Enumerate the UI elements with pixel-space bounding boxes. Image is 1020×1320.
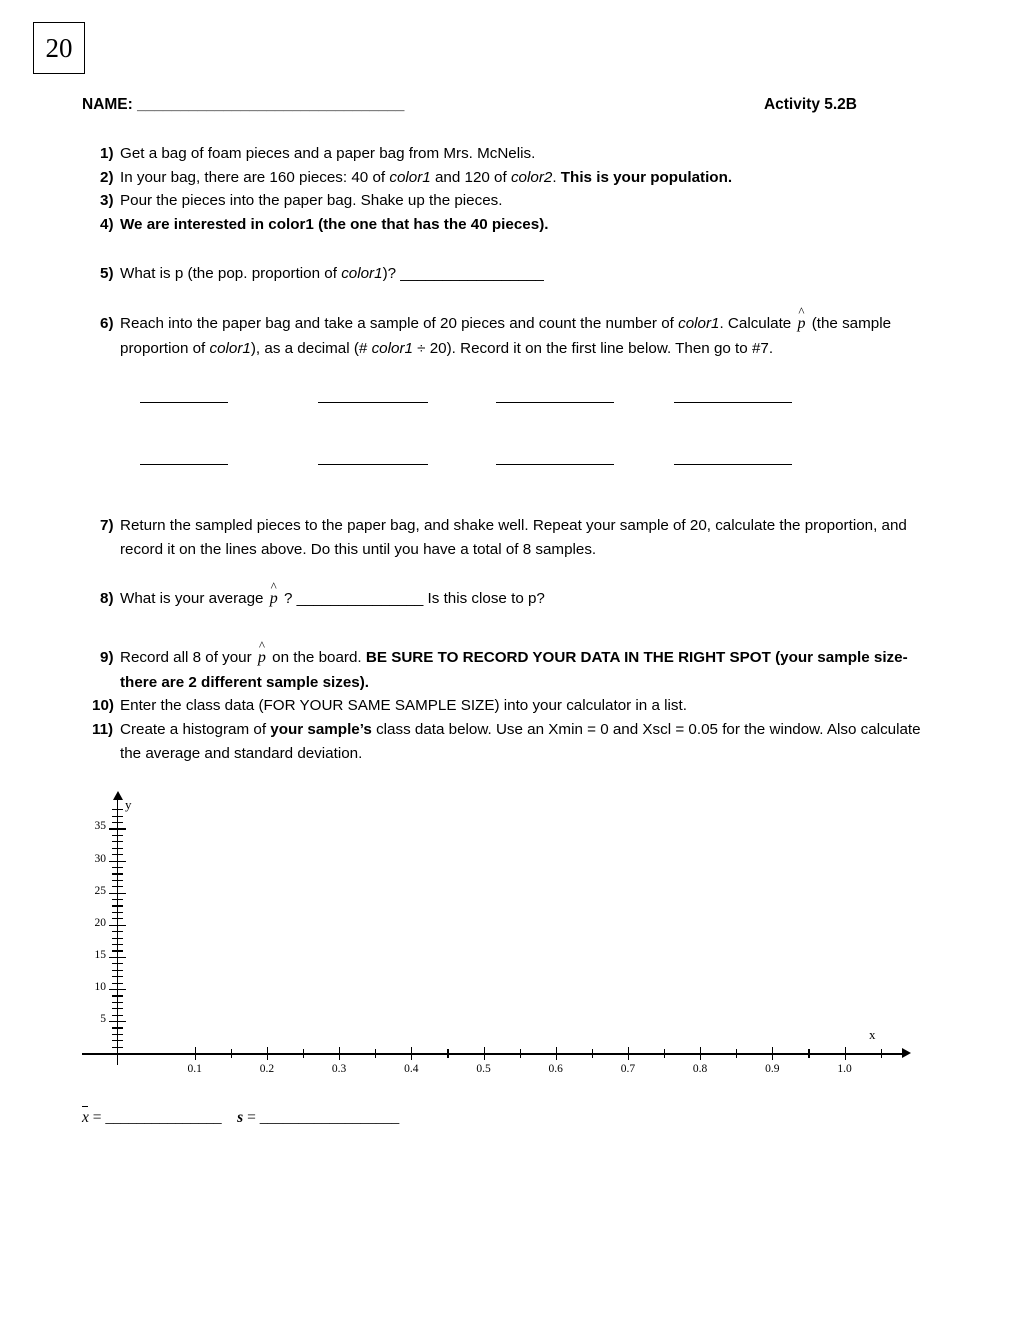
y-tick-minor xyxy=(112,1047,123,1048)
x-bar-symbol: x xyxy=(82,1109,89,1127)
x-tick-major xyxy=(267,1047,268,1060)
answer-line[interactable] xyxy=(140,401,228,403)
x-axis-arrow xyxy=(902,1048,911,1058)
y-tick-minor xyxy=(112,976,123,977)
list-item-text: Pour the pieces into the paper bag. Shake up the pieces. xyxy=(120,192,503,210)
x-tick-label: 0.8 xyxy=(692,1063,708,1076)
activity-title: Activity 5.2B xyxy=(763,96,857,113)
answer-line[interactable] xyxy=(140,463,228,465)
list-item-number: 10) xyxy=(92,697,114,715)
y-tick-label: 25 xyxy=(94,884,106,897)
y-tick-minor xyxy=(112,1034,123,1035)
s-blank[interactable]: __________________ xyxy=(259,1109,400,1127)
answer-slot[interactable] xyxy=(674,452,852,470)
x-tick-minor xyxy=(375,1049,376,1058)
y-tick-label: 30 xyxy=(94,852,106,865)
y-tick-minor xyxy=(112,938,123,939)
list-item xyxy=(82,262,942,286)
list-item xyxy=(82,514,942,561)
x-tick-label: 0.6 xyxy=(548,1063,563,1076)
page-number-box xyxy=(33,22,85,74)
y-tick-label: 5 xyxy=(100,1013,106,1026)
y-tick-minor xyxy=(112,1002,123,1003)
x-tick-label: 0.5 xyxy=(476,1063,491,1076)
y-tick-major xyxy=(109,989,126,990)
y-tick-major xyxy=(109,957,126,958)
list-item xyxy=(82,166,942,190)
list-item-text: In your bag, there are 160 pieces: 40 of color1 and 120 of color2. This is your population. xyxy=(120,168,733,186)
list-item xyxy=(82,638,942,694)
y-tick-minor xyxy=(112,880,123,881)
list-item-number: 7) xyxy=(100,517,114,535)
list-item xyxy=(82,694,942,718)
summary-stats-row xyxy=(82,1109,942,1127)
answer-line[interactable] xyxy=(674,401,792,403)
answer-line[interactable] xyxy=(318,401,428,403)
x-tick-major xyxy=(484,1047,485,1060)
y-tick-minor xyxy=(112,1015,123,1016)
list-item-number: 11) xyxy=(92,721,114,739)
x-axis-label: x xyxy=(869,1027,876,1043)
y-tick-label: 35 xyxy=(94,820,106,833)
y-tick-minor xyxy=(112,841,123,842)
x-tick-minor xyxy=(592,1049,593,1058)
y-tick-major xyxy=(109,861,126,862)
x-tick-label: 0.9 xyxy=(765,1063,780,1076)
list-item-number: 9) xyxy=(100,649,114,667)
x-tick-label: 0.4 xyxy=(404,1063,419,1076)
list-item-text: Create a histogram of your sample’s class data below. Use an Xmin = 0 and Xscl = 0.05 for the window. Also calculate the average and standard deviation. xyxy=(120,721,921,762)
answer-line[interactable] xyxy=(674,463,792,465)
y-tick-minor xyxy=(112,899,123,900)
y-tick-label: 20 xyxy=(94,916,106,929)
y-tick-minor xyxy=(112,867,123,868)
x-tick-major xyxy=(772,1047,773,1060)
y-tick-label: 10 xyxy=(94,980,106,993)
answer-slot[interactable] xyxy=(674,390,852,408)
list-item-text[interactable]: What is p (the pop. proportion of color1)? _________________ xyxy=(120,265,544,283)
y-tick-minor xyxy=(112,816,123,817)
list-item-text[interactable]: What is your average ^ p ? _______________ Is this close to p? xyxy=(120,579,545,608)
mean-equals: = xyxy=(92,1109,102,1127)
x-tick-minor xyxy=(881,1049,882,1058)
y-tick-minor xyxy=(112,995,123,996)
y-tick-minor xyxy=(112,950,123,951)
list-item xyxy=(82,213,942,237)
y-tick-minor xyxy=(112,809,123,810)
answer-slot[interactable] xyxy=(318,390,496,408)
x-tick-minor xyxy=(231,1049,232,1058)
mean-blank[interactable]: _______________ xyxy=(105,1109,222,1127)
list-item xyxy=(82,189,942,213)
list-item-text: Get a bag of foam pieces and a paper bag from Mrs. McNelis. xyxy=(120,145,536,162)
s-symbol: s xyxy=(237,1109,244,1127)
list-item-number: 2) xyxy=(100,168,114,186)
x-tick-label: 0.3 xyxy=(331,1063,347,1076)
y-tick-major xyxy=(109,893,126,894)
answer-slot[interactable] xyxy=(496,452,674,470)
y-tick-minor xyxy=(112,848,123,849)
x-tick-label: 0.2 xyxy=(259,1063,275,1076)
y-tick-minor xyxy=(112,1027,123,1028)
answer-lines-block xyxy=(140,390,942,470)
list-item-number: 4) xyxy=(100,215,114,233)
x-tick-label: 0.1 xyxy=(187,1063,202,1076)
instruction-list-2 xyxy=(82,514,942,765)
list-item xyxy=(82,142,942,166)
list-item-number: 6) xyxy=(100,314,114,332)
x-tick-major xyxy=(700,1047,701,1060)
y-tick-minor xyxy=(112,983,123,984)
x-axis xyxy=(82,1053,904,1054)
answer-slot[interactable] xyxy=(140,390,318,408)
histogram-axes xyxy=(82,791,942,1091)
y-tick-minor xyxy=(112,912,123,913)
spacer xyxy=(82,286,942,312)
spacer xyxy=(82,236,942,262)
y-tick-minor xyxy=(112,822,123,823)
spacer xyxy=(82,561,942,587)
list-item-number: 5) xyxy=(100,265,114,283)
x-tick-minor xyxy=(808,1049,809,1058)
y-axis-arrow xyxy=(113,791,123,800)
y-tick-minor xyxy=(112,1040,123,1041)
x-tick-major xyxy=(628,1047,629,1060)
answer-slot[interactable] xyxy=(318,452,496,470)
x-tick-minor xyxy=(520,1049,521,1058)
x-tick-major xyxy=(339,1047,340,1060)
list-item-text: Return the sampled pieces to the paper bag, and shake well. Repeat your sample of 20, calculate the proportion, and record it on the lines above. Do this until you have a total of 8 samples. xyxy=(120,517,907,558)
y-tick-minor xyxy=(112,963,123,964)
list-item-text: Record all 8 of your ^ p on the board. BE SURE TO RECORD YOUR DATA IN THE RIGHT SPOT (your sample size- there are 2 different sample sizes). xyxy=(120,638,908,691)
y-tick-minor xyxy=(112,970,123,971)
y-tick-minor xyxy=(112,873,123,874)
y-tick-major xyxy=(109,925,126,926)
y-tick-minor xyxy=(112,944,123,945)
answer-line[interactable] xyxy=(318,463,428,465)
page-number: 20 xyxy=(45,32,73,63)
y-tick-minor xyxy=(112,886,123,887)
x-tick-minor xyxy=(664,1049,665,1058)
y-tick-minor xyxy=(112,905,123,906)
y-tick-major xyxy=(109,1021,126,1022)
answer-line[interactable] xyxy=(496,463,614,465)
answer-line[interactable] xyxy=(496,401,614,403)
list-item-number: 8) xyxy=(100,590,114,608)
header xyxy=(82,96,942,114)
x-tick-major xyxy=(411,1047,412,1060)
list-item-text: Reach into the paper bag and take a sample of 20 pieces and count the number of color1. Calculate ^ p (the sample proportion of color1), as a decimal (# color1 ÷ 20). Record it on the first line below. Then go to #7. xyxy=(120,303,892,357)
list-item-number: 1) xyxy=(100,145,114,162)
instruction-list xyxy=(82,142,942,360)
y-tick-minor xyxy=(112,835,123,836)
answer-lines-row xyxy=(140,390,942,408)
x-tick-label: 0.7 xyxy=(620,1063,636,1076)
x-tick-minor xyxy=(736,1049,737,1058)
answer-slot[interactable] xyxy=(140,452,318,470)
list-item-text: We are interested in color1 (the one that has the 40 pieces). xyxy=(120,215,549,233)
worksheet-content xyxy=(82,96,942,1127)
list-item xyxy=(82,718,942,765)
list-item-number: 3) xyxy=(100,192,114,210)
name-field-label[interactable]: NAME: _______________________________ xyxy=(82,96,405,113)
y-tick-minor xyxy=(112,1008,123,1009)
y-tick-label: 15 xyxy=(94,948,106,961)
y-tick-minor xyxy=(112,931,123,932)
list-item-text: Enter the class data (FOR YOUR SAME SAMPLE SIZE) into your calculator in a list. xyxy=(120,697,687,715)
answer-slot[interactable] xyxy=(496,390,674,408)
x-tick-major xyxy=(845,1047,846,1060)
x-tick-label: 1.0 xyxy=(837,1063,852,1076)
list-item xyxy=(82,579,942,612)
y-tick-minor xyxy=(112,854,123,855)
y-tick-minor xyxy=(112,918,123,919)
spacer xyxy=(82,612,942,646)
answer-lines-row xyxy=(140,452,942,470)
x-tick-major xyxy=(195,1047,196,1060)
x-tick-major xyxy=(556,1047,557,1060)
y-tick-major xyxy=(109,828,126,829)
s-equals: = xyxy=(247,1109,256,1127)
x-tick-minor xyxy=(303,1049,304,1058)
x-tick-minor xyxy=(447,1049,448,1058)
y-axis-label: y xyxy=(125,797,132,813)
list-item xyxy=(82,303,942,360)
